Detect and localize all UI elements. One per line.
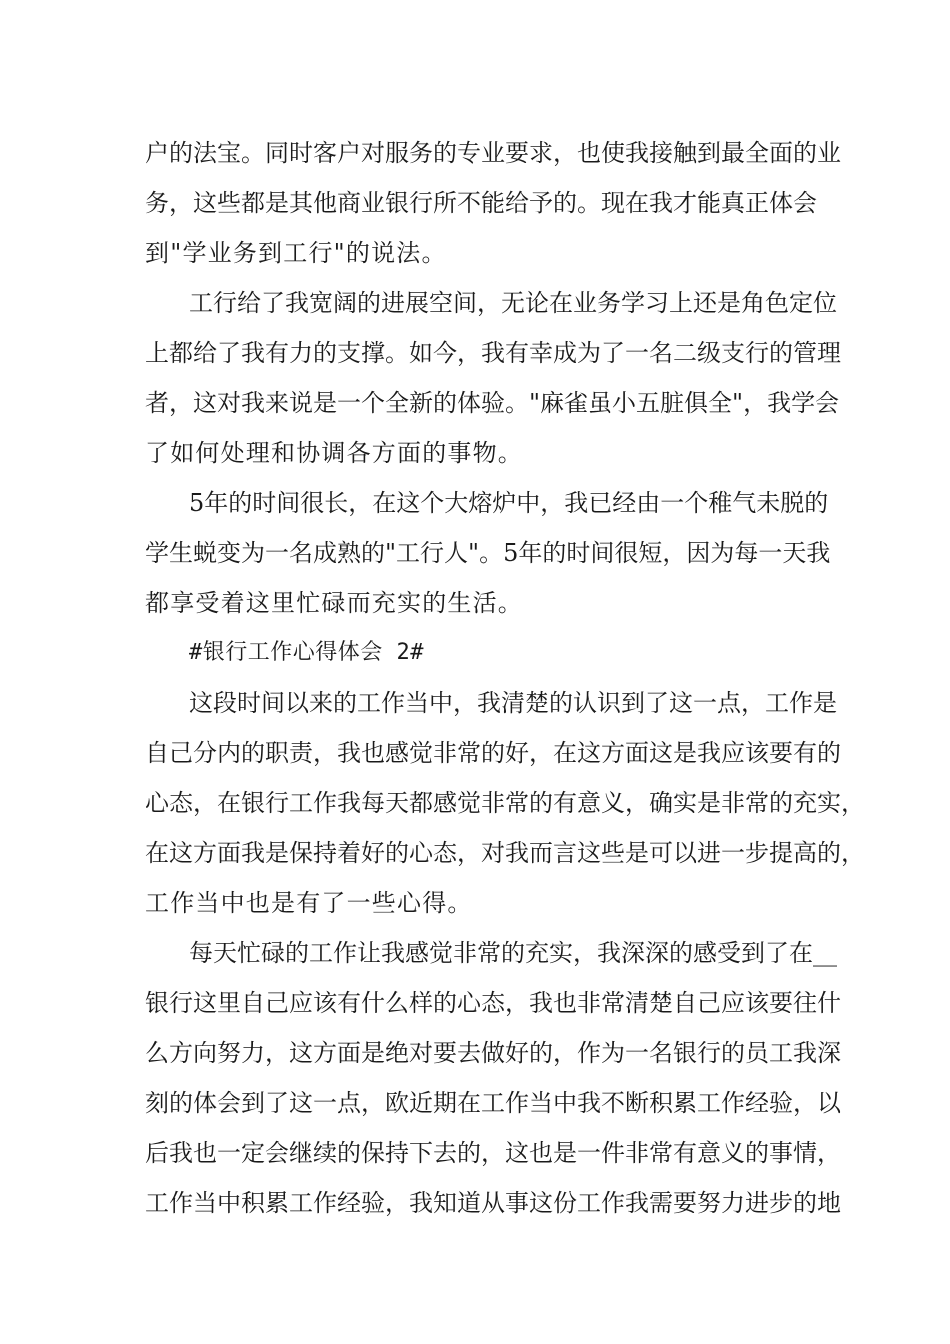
paragraph-line: 者，这对我来说是一个全新的体验。"麻雀虽小五脏俱全"，我学会: [145, 389, 840, 417]
paragraph-5: [145, 928, 841, 1228]
paragraph-3: [145, 478, 831, 628]
document-body: [145, 128, 865, 1228]
paragraph-line: 么方向努力，这方面是绝对要去做好的，作为一名银行的员工我深: [145, 1039, 841, 1067]
paragraph-line: 每天忙碌的工作让我感觉非常的充实，我深深的感受到了在__: [189, 939, 837, 967]
paragraph-line: 在这方面我是保持着好的心态，对我而言这些是可以进一步提高的，: [145, 839, 865, 867]
paragraph-line: 到"学业务到工行"的说法。: [145, 239, 447, 267]
paragraph-line: 工作当中也是有了一些心得。: [145, 889, 473, 917]
paragraph-2: [145, 278, 841, 478]
paragraph-line: 了如何处理和协调各方面的事物。: [145, 439, 523, 467]
paragraph-line: 户的法宝。同时客户对服务的专业要求，也使我接触到最全面的业: [145, 139, 841, 167]
paragraph-line: 后我也一定会继续的保持下去的，这也是一件非常有意义的事情，: [145, 1139, 841, 1167]
paragraph-line: 工作当中积累工作经验，我知道从事这份工作我需要努力进步的地: [145, 1189, 841, 1217]
paragraph-line: 上都给了我有力的支撑。如今，我有幸成为了一名二级支行的管理: [145, 339, 841, 367]
paragraph-line: 学生蜕变为一名成熟的"工行人"。5年的时间很短，因为每一天我: [145, 539, 831, 567]
paragraph-line: 刻的体会到了这一点，欧近期在工作当中我不断积累工作经验，以: [145, 1089, 841, 1117]
paragraph-line: 5年的时间很长，在这个大熔炉中，我已经由一个稚气未脱的: [189, 489, 829, 517]
section-heading: #银行工作心得体会 2#: [189, 640, 424, 665]
paragraph-4: [145, 678, 865, 928]
paragraph-line: 工行给了我宽阔的进展空间，无论在业务学习上还是角色定位: [189, 289, 837, 317]
paragraph-line: 都享受着这里忙碌而充实的生活。: [145, 589, 523, 617]
paragraph-line: 心态，在银行工作我每天都感觉非常的有意义，确实是非常的充实，: [145, 789, 865, 817]
paragraph-line: 银行这里自己应该有什么样的心态，我也非常清楚自己应该要往什: [145, 989, 841, 1017]
paragraph-line: 这段时间以来的工作当中，我清楚的认识到了这一点，工作是: [189, 689, 837, 717]
paragraph-line: 自己分内的职责，我也感觉非常的好，在这方面这是我应该要有的: [145, 739, 841, 767]
paragraph-line: 务，这些都是其他商业银行所不能给予的。现在我才能真正体会: [145, 189, 817, 217]
paragraph-1: [145, 128, 841, 278]
